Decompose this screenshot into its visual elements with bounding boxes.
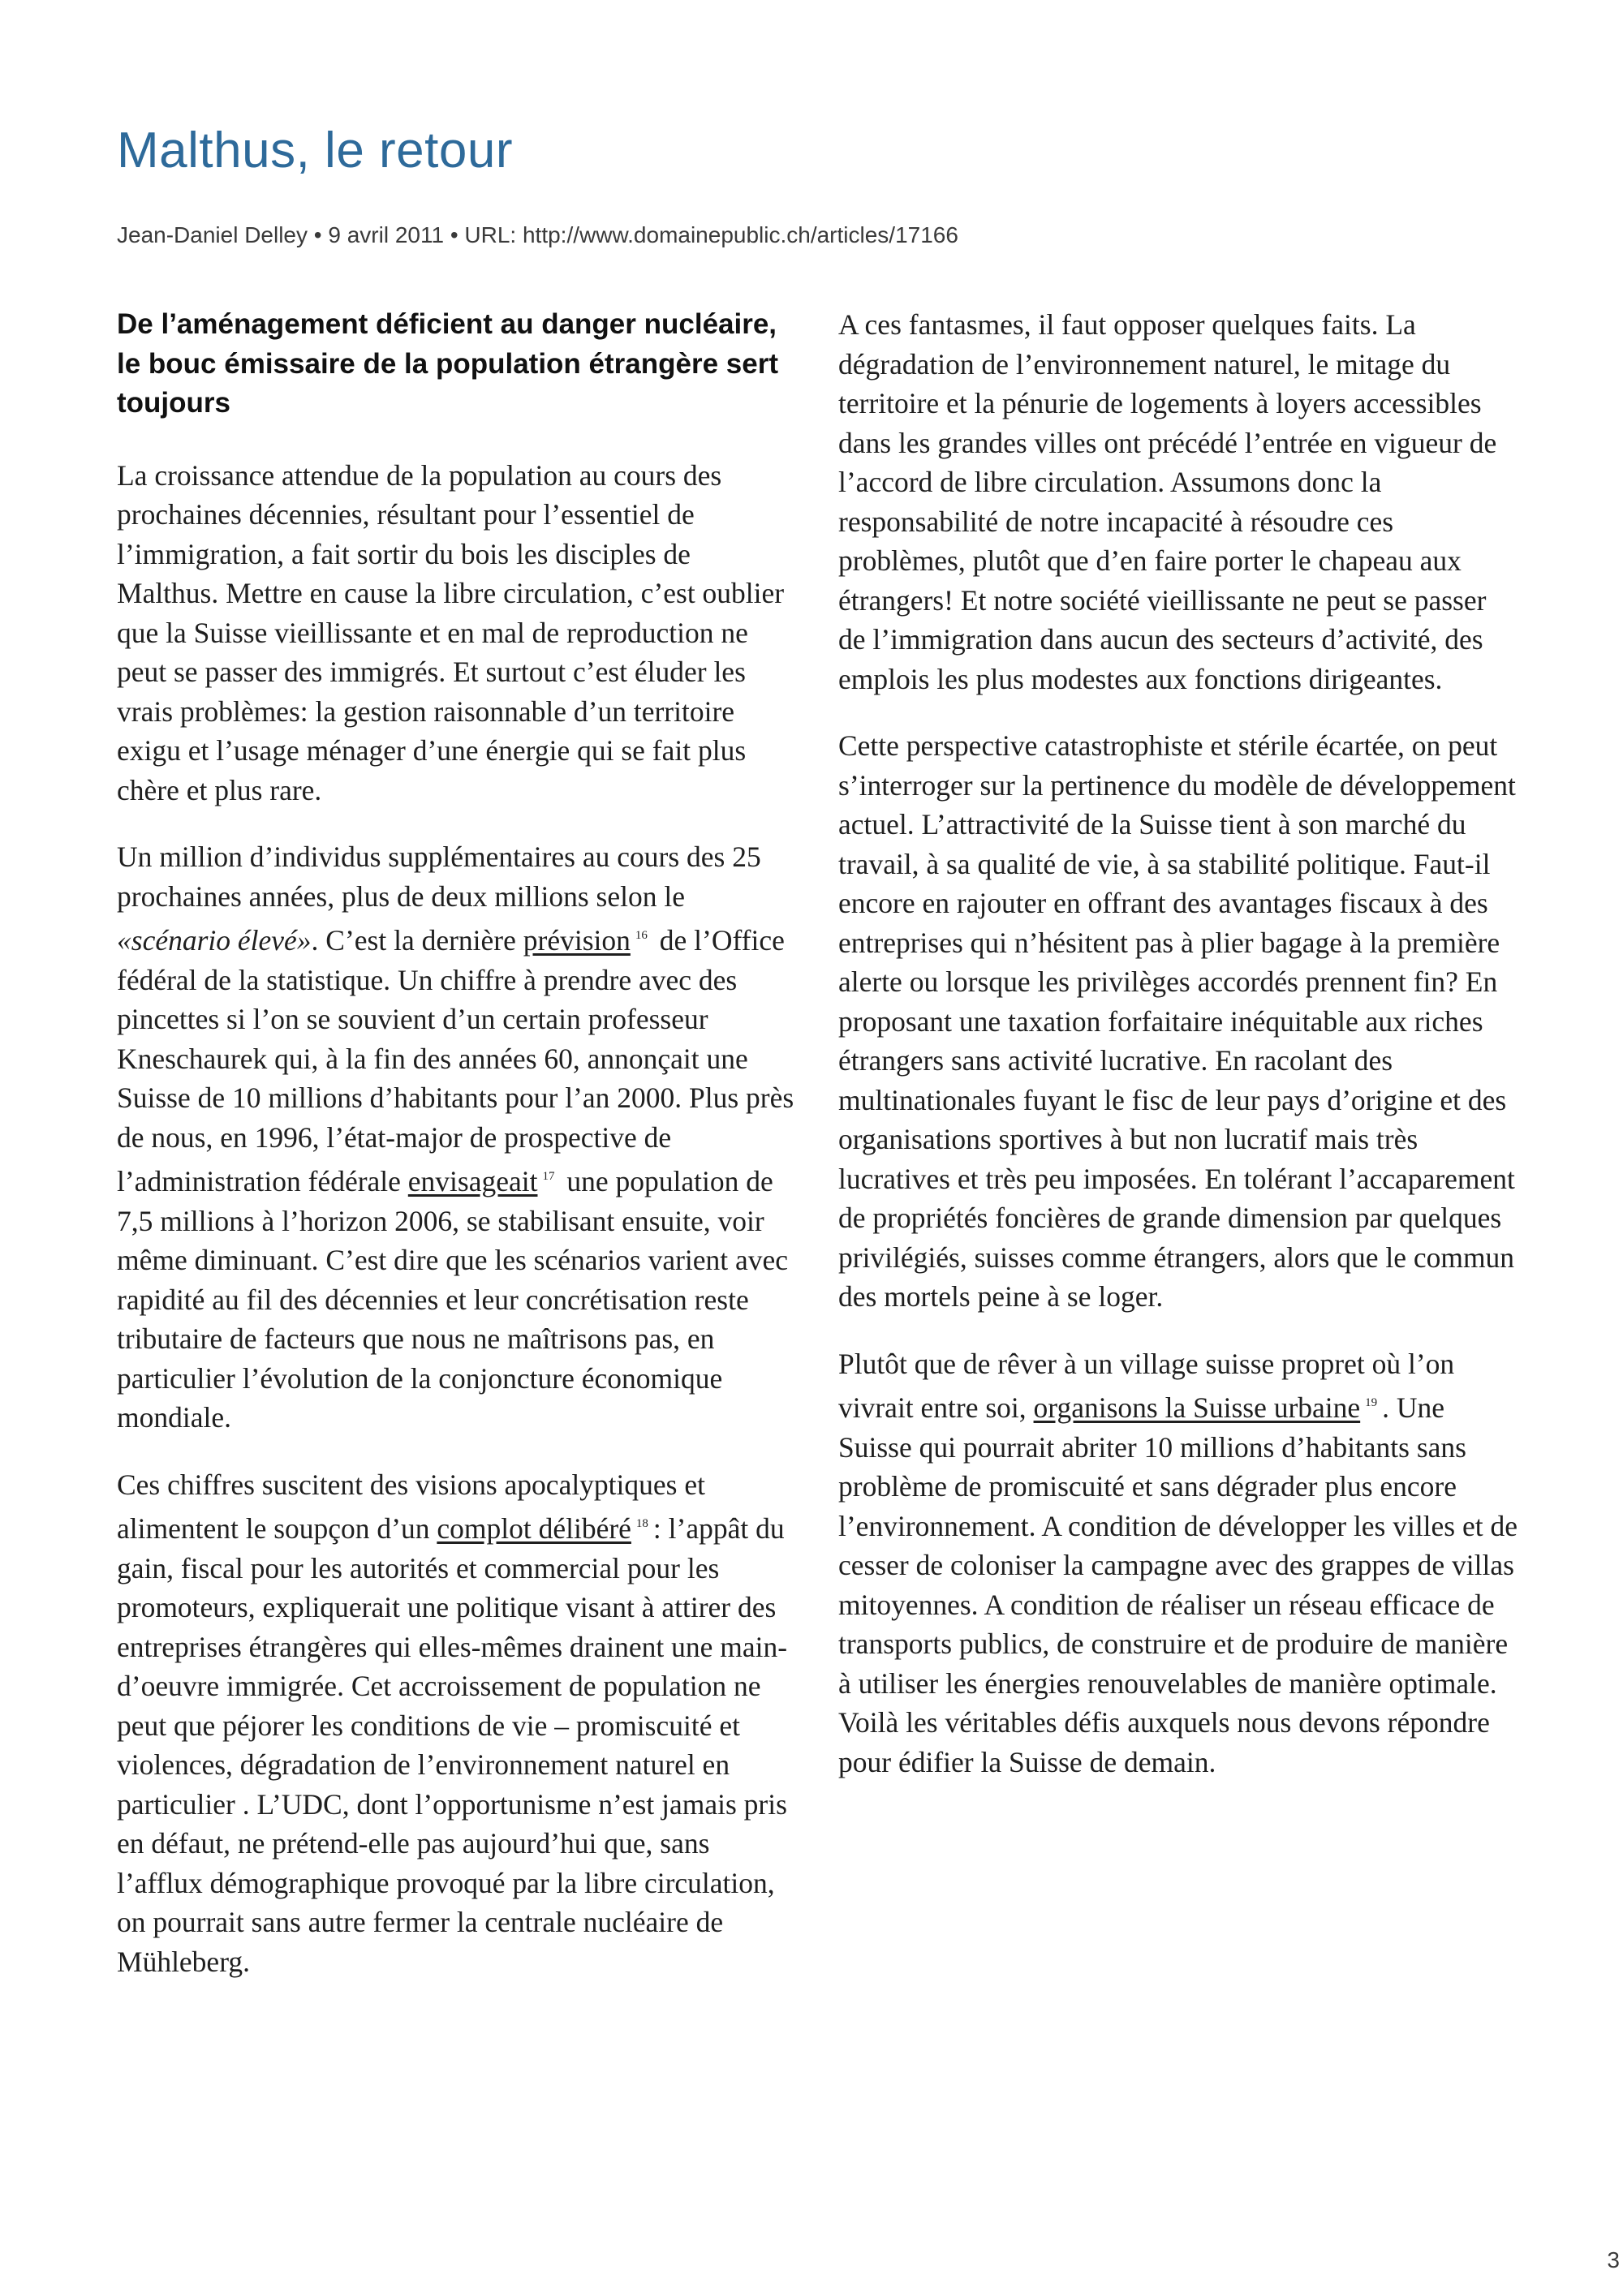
paragraph-2-text-a: Un million d’individus supplémentaires au cours des 25 prochaines années, plus de deux millions selon le: [117, 841, 761, 913]
paragraph-3-text-a: Ces chiffres suscitent des visions apocalyptiques et alimentent le soupçon d’un: [117, 1468, 705, 1545]
scenario-quote: «scénario élevé»: [117, 924, 312, 957]
paragraph-2-text-b: . C’est la dernière: [311, 924, 523, 957]
paragraph-3-text-b: : l’appât du gain, fiscal pour les autorités et commercial pour les promoteurs, expliquerait une politique visant à attirer des entreprises étrangères qui elles-mêmes drainent une main-d’oeuvre immigrée. Cet accroissement de population ne peut que péjorer les conditions de vie – promiscuité et violences, dégradation de l’environnement naturel en particulier . L’UDC, dont l’opportunisme n’est jamais pris en défaut, ne prétend-elle pas aujourd’hui que, sans l’afflux démographique provoqué par la libre circulation, on pourrait sans autre fermer la centrale nucléaire de Mühleberg.: [117, 1512, 788, 1978]
paragraph-2-text-d: une population de 7,5 millions à l’horizon 2006, se stabilisant ensuite, voir même diminuant. C’est dire que les scénarios varient avec rapidité au fil des décennies et leur concrétisation reste tributaire de facteurs que nous ne maîtrisons pas, en particulier l’évolution de la conjoncture économique mondiale.: [117, 1165, 789, 1434]
paragraph-6-text-b: . Une Suisse qui pourrait abriter 10 millions d’habitants sans problème de promiscuité et sans dégrader plus encore l’environnement. A condition de développer les villes et de cesser de coloniser la campagne avec des grappes de villas mitoyennes. A condition de réaliser un réseau efficace de transports publics, de construire et de produire de manière à utiliser les énergies renouvelables de manière optimale. Voilà les véritables défis auxquels nous devons répondre pour édifier la Suisse de demain.: [838, 1391, 1518, 1778]
link-envisageait[interactable]: envisageait: [407, 1165, 538, 1197]
page-number: 3: [1607, 2247, 1620, 2272]
link-suisse-urbaine[interactable]: organisons la Suisse urbaine: [1033, 1391, 1361, 1424]
link-prevision[interactable]: prévision: [523, 924, 631, 957]
footnote-marker-16: 16: [635, 929, 648, 942]
paragraph-6-text-a: Plutôt que de rêver à un village suisse propret où l’on vivrait entre soi,: [838, 1347, 1455, 1424]
left-column: [117, 305, 799, 2009]
paragraph-2: [117, 837, 799, 1438]
paragraph-5: Cette perspective catastrophiste et stérile écartée, on peut s’interroger sur la pertinence du modèle de développement actuel. L’attractivité de la Suisse tient à son marché du travail, à sa qualité de vie, à sa stabilité politique. Faut-il encore en rajouter en offrant des avantages fiscaux à des entreprises qui n’hésitent pas à plier bagage à la première alerte ou lorsque les privilèges accordés prennent fin? En proposant une taxation forfaitaire inéquitable aux riches étrangers sans activité lucrative. En racolant des multinationales fuyant le fisc de leur pays d’origine et des organisations sportives à but non lucratif mais très lucratives et très peu imposées. En tolérant l’accaparement de propriétés foncières de grande dimension par quelques privilégiés, suisses comme étrangers, alors que le commun des mortels peine à se loger.: [838, 729, 1516, 1313]
footnote-marker-17: 17: [542, 1170, 555, 1183]
page-title: Malthus, le retour: [117, 123, 513, 178]
paragraph-3: [117, 1465, 799, 1982]
article-lead: De l’aménagement déficient au danger nucléaire, le bouc émissaire de la population étrangère sert toujours: [117, 308, 778, 419]
paragraph-2-text-c: de l’Office fédéral de la statistique. Un chiffre à prendre avec des pincettes si l’on se souvient d’un certain professeur Kneschaurek qui, à la fin des années 60, annonçait une Suisse de 10 millions d’habitants pour l’an 2000. Plus près de nous, en 1996, l’état-major de prospective de l’administration fédérale: [117, 924, 794, 1197]
paragraph-6: [838, 1344, 1520, 1782]
article-byline: Jean-Daniel Delley • 9 avril 2011 • URL: http://www.domainepublic.ch/articles/17166: [117, 222, 958, 247]
paragraph-4: A ces fantasmes, il faut opposer quelques faits. La dégradation de l’environnement naturel, le mitage du territoire et la pénurie de logements à loyers accessibles dans les grandes villes ont précédé l’entrée en vigueur de l’accord de libre circulation. Assumons donc la responsabilité de notre incapacité à résoudre ces problèmes, plutôt que d’en faire porter le chapeau aux étrangers! Et notre société vieillissante ne peut se passer de l’immigration dans aucun des secteurs d’activité, des emplois les plus modestes aux fonctions dirigeantes.: [838, 308, 1497, 695]
footnote-marker-18: 18: [635, 1517, 648, 1530]
paragraph-1: La croissance attendue de la population au cours des prochaines décennies, résultant pour l’essentiel de l’immigration, a fait sortir du bois les disciples de Malthus. Mettre en cause la libre circulation, c’est oublier que la Suisse vieillissante et en mal de reproduction ne peut se passer des immigrés. Et surtout c’est éluder les vrais problèmes: la gestion raisonnable d’un territoire exigu et l’usage ménager d’une énergie qui se fait plus chère et plus rare.: [117, 458, 785, 806]
right-column: [838, 305, 1520, 1809]
footnote-marker-19: 19: [1365, 1396, 1378, 1409]
link-complot-delibere[interactable]: complot délibéré: [437, 1512, 631, 1545]
